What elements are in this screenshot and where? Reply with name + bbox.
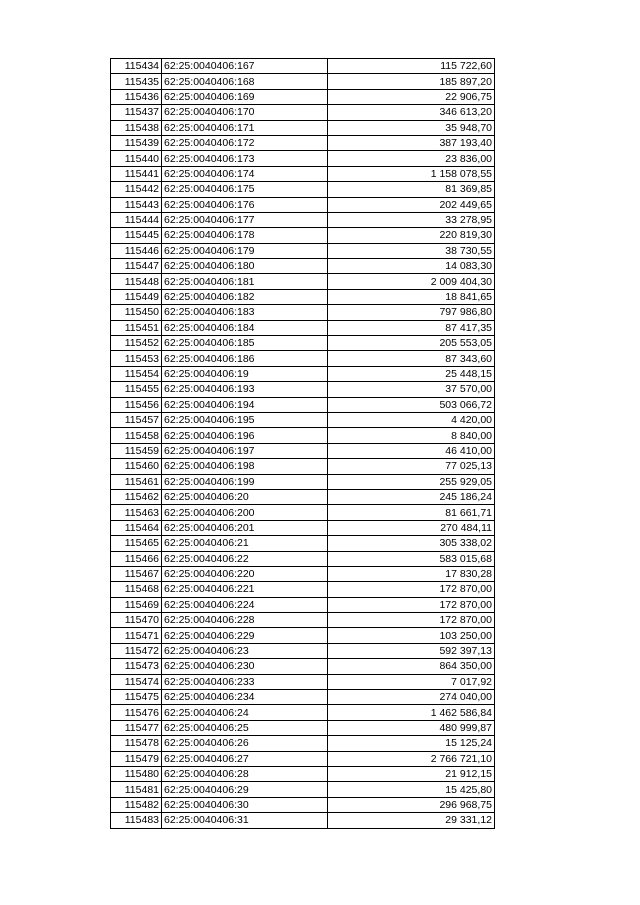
cadastral-value-cell: 346 613,20	[328, 105, 495, 120]
record-number-cell: 115451	[111, 320, 162, 335]
table-row	[111, 197, 495, 212]
cadastral-number-cell: 62:25:0040406:181	[162, 274, 328, 289]
record-number-cell: 115460	[111, 459, 162, 474]
cadastral-value-cell: 14 083,30	[328, 259, 495, 274]
record-number-cell: 115453	[111, 351, 162, 366]
table-row	[111, 412, 495, 427]
cadastral-value-cell: 21 912,15	[328, 766, 495, 781]
cadastral-number-cell: 62:25:0040406:167	[162, 59, 328, 74]
cadastral-number-cell: 62:25:0040406:21	[162, 536, 328, 551]
table-row	[111, 474, 495, 489]
cadastral-number-cell: 62:25:0040406:221	[162, 582, 328, 597]
cadastral-value-cell: 1 158 078,55	[328, 166, 495, 181]
cadastral-value-cell: 172 870,00	[328, 613, 495, 628]
record-number-cell: 115435	[111, 74, 162, 89]
table-row	[111, 305, 495, 320]
record-number-cell: 115444	[111, 212, 162, 227]
cadastral-number-cell: 62:25:0040406:228	[162, 613, 328, 628]
record-number-cell: 115478	[111, 736, 162, 751]
table-row	[111, 628, 495, 643]
cadastral-value-cell: 37 570,00	[328, 382, 495, 397]
record-number-cell: 115436	[111, 89, 162, 104]
cadastral-value-cell: 296 968,75	[328, 797, 495, 812]
cadastral-value-cell: 29 331,12	[328, 813, 495, 828]
record-number-cell: 115483	[111, 813, 162, 828]
table-row	[111, 720, 495, 735]
cadastral-value-cell: 387 193,40	[328, 135, 495, 150]
cadastral-number-cell: 62:25:0040406:22	[162, 551, 328, 566]
record-number-cell: 115445	[111, 228, 162, 243]
table-row	[111, 659, 495, 674]
cadastral-value-cell: 15 125,24	[328, 736, 495, 751]
cadastral-number-cell: 62:25:0040406:230	[162, 659, 328, 674]
record-number-cell: 115457	[111, 412, 162, 427]
cadastral-value-cell: 87 343,60	[328, 351, 495, 366]
cadastral-value-cell: 172 870,00	[328, 597, 495, 612]
cadastral-value-cell: 46 410,00	[328, 443, 495, 458]
record-number-cell: 115456	[111, 397, 162, 412]
cadastral-value-cell: 18 841,65	[328, 289, 495, 304]
record-number-cell: 115473	[111, 659, 162, 674]
record-number-cell: 115472	[111, 643, 162, 658]
cadastral-number-cell: 62:25:0040406:179	[162, 243, 328, 258]
record-number-cell: 115437	[111, 105, 162, 120]
cadastral-value-cell: 77 025,13	[328, 459, 495, 474]
cadastral-value-cell: 25 448,15	[328, 366, 495, 381]
cadastral-number-cell: 62:25:0040406:194	[162, 397, 328, 412]
table-row	[111, 813, 495, 828]
record-number-cell: 115465	[111, 536, 162, 551]
table-row	[111, 751, 495, 766]
record-number-cell: 115446	[111, 243, 162, 258]
record-number-cell: 115467	[111, 566, 162, 581]
record-number-cell: 115470	[111, 613, 162, 628]
table-row	[111, 643, 495, 658]
cadastral-value-cell: 205 553,05	[328, 336, 495, 351]
cadastral-number-cell: 62:25:0040406:31	[162, 813, 328, 828]
cadastral-number-cell: 62:25:0040406:180	[162, 259, 328, 274]
table-row	[111, 797, 495, 812]
record-number-cell: 115439	[111, 135, 162, 150]
cadastral-number-cell: 62:25:0040406:171	[162, 120, 328, 135]
cadastral-number-cell: 62:25:0040406:193	[162, 382, 328, 397]
cadastral-value-cell: 480 999,87	[328, 720, 495, 735]
cadastral-value-cell: 274 040,00	[328, 690, 495, 705]
cadastral-value-cell: 583 015,68	[328, 551, 495, 566]
record-number-cell: 115461	[111, 474, 162, 489]
cadastral-number-cell: 62:25:0040406:175	[162, 182, 328, 197]
table-row	[111, 89, 495, 104]
cadastral-number-cell: 62:25:0040406:172	[162, 135, 328, 150]
table-row	[111, 705, 495, 720]
cadastral-number-cell: 62:25:0040406:25	[162, 720, 328, 735]
cadastral-value-cell: 255 929,05	[328, 474, 495, 489]
table-row	[111, 397, 495, 412]
cadastral-number-cell: 62:25:0040406:196	[162, 428, 328, 443]
data-table	[110, 58, 495, 829]
record-number-cell: 115462	[111, 489, 162, 504]
record-number-cell: 115469	[111, 597, 162, 612]
cadastral-value-cell: 35 948,70	[328, 120, 495, 135]
record-number-cell: 115454	[111, 366, 162, 381]
cadastral-number-cell: 62:25:0040406:229	[162, 628, 328, 643]
cadastral-value-cell: 22 906,75	[328, 89, 495, 104]
cadastral-number-cell: 62:25:0040406:186	[162, 351, 328, 366]
cadastral-number-cell: 62:25:0040406:183	[162, 305, 328, 320]
table-row	[111, 289, 495, 304]
table-row	[111, 782, 495, 797]
cadastral-value-cell: 33 278,95	[328, 212, 495, 227]
record-number-cell: 115455	[111, 382, 162, 397]
table-row	[111, 320, 495, 335]
cadastral-value-cell: 81 369,85	[328, 182, 495, 197]
record-number-cell: 115476	[111, 705, 162, 720]
cadastral-number-cell: 62:25:0040406:197	[162, 443, 328, 458]
cadastral-value-cell: 503 066,72	[328, 397, 495, 412]
cadastral-number-cell: 62:25:0040406:30	[162, 797, 328, 812]
table-row	[111, 351, 495, 366]
cadastral-number-cell: 62:25:0040406:28	[162, 766, 328, 781]
cadastral-number-cell: 62:25:0040406:26	[162, 736, 328, 751]
table-row	[111, 212, 495, 227]
cadastral-number-cell: 62:25:0040406:19	[162, 366, 328, 381]
cadastral-number-cell: 62:25:0040406:173	[162, 151, 328, 166]
cadastral-value-cell: 1 462 586,84	[328, 705, 495, 720]
cadastral-number-cell: 62:25:0040406:200	[162, 505, 328, 520]
record-number-cell: 115443	[111, 197, 162, 212]
table-row	[111, 736, 495, 751]
cadastral-value-cell: 17 830,28	[328, 566, 495, 581]
record-number-cell: 115479	[111, 751, 162, 766]
cadastral-number-cell: 62:25:0040406:198	[162, 459, 328, 474]
cadastral-value-cell: 592 397,13	[328, 643, 495, 658]
record-number-cell: 115442	[111, 182, 162, 197]
cadastral-value-cell: 2 009 404,30	[328, 274, 495, 289]
cadastral-number-cell: 62:25:0040406:224	[162, 597, 328, 612]
table-row	[111, 336, 495, 351]
cadastral-value-cell: 4 420,00	[328, 412, 495, 427]
record-number-cell: 115468	[111, 582, 162, 597]
table-row	[111, 382, 495, 397]
record-number-cell: 115434	[111, 59, 162, 74]
cadastral-number-cell: 62:25:0040406:182	[162, 289, 328, 304]
cadastral-value-cell: 38 730,55	[328, 243, 495, 258]
table-row	[111, 489, 495, 504]
record-number-cell: 115441	[111, 166, 162, 181]
cadastral-number-cell: 62:25:0040406:20	[162, 489, 328, 504]
cadastral-value-cell: 115 722,60	[328, 59, 495, 74]
cadastral-number-cell: 62:25:0040406:168	[162, 74, 328, 89]
cadastral-value-cell: 81 661,71	[328, 505, 495, 520]
table-row	[111, 166, 495, 181]
cadastral-number-cell: 62:25:0040406:24	[162, 705, 328, 720]
table-row	[111, 74, 495, 89]
cadastral-value-cell: 270 484,11	[328, 520, 495, 535]
table-row	[111, 182, 495, 197]
table-row	[111, 135, 495, 150]
table-row	[111, 674, 495, 689]
table-row	[111, 366, 495, 381]
table-row	[111, 520, 495, 535]
table-row	[111, 274, 495, 289]
cadastral-number-cell: 62:25:0040406:169	[162, 89, 328, 104]
cadastral-number-cell: 62:25:0040406:184	[162, 320, 328, 335]
record-number-cell: 115475	[111, 690, 162, 705]
cadastral-value-cell: 8 840,00	[328, 428, 495, 443]
cadastral-number-cell: 62:25:0040406:27	[162, 751, 328, 766]
cadastral-value-cell: 797 986,80	[328, 305, 495, 320]
cadastral-number-cell: 62:25:0040406:174	[162, 166, 328, 181]
cadastral-number-cell: 62:25:0040406:201	[162, 520, 328, 535]
record-number-cell: 115466	[111, 551, 162, 566]
cadastral-value-cell: 15 425,80	[328, 782, 495, 797]
cadastral-number-cell: 62:25:0040406:185	[162, 336, 328, 351]
table-row	[111, 690, 495, 705]
cadastral-value-cell: 220 819,30	[328, 228, 495, 243]
record-number-cell: 115448	[111, 274, 162, 289]
record-number-cell: 115447	[111, 259, 162, 274]
record-number-cell: 115440	[111, 151, 162, 166]
table-row	[111, 459, 495, 474]
cadastral-value-cell: 245 186,24	[328, 489, 495, 504]
table-row	[111, 766, 495, 781]
record-number-cell: 115459	[111, 443, 162, 458]
record-number-cell: 115464	[111, 520, 162, 535]
record-number-cell: 115477	[111, 720, 162, 735]
record-number-cell: 115480	[111, 766, 162, 781]
cadastral-number-cell: 62:25:0040406:233	[162, 674, 328, 689]
cadastral-number-cell: 62:25:0040406:220	[162, 566, 328, 581]
record-number-cell: 115474	[111, 674, 162, 689]
cadastral-number-cell: 62:25:0040406:178	[162, 228, 328, 243]
record-number-cell: 115481	[111, 782, 162, 797]
table-row	[111, 582, 495, 597]
table-row	[111, 505, 495, 520]
table-row	[111, 151, 495, 166]
record-number-cell: 115450	[111, 305, 162, 320]
record-number-cell: 115452	[111, 336, 162, 351]
cadastral-number-cell: 62:25:0040406:170	[162, 105, 328, 120]
cadastral-value-cell: 7 017,92	[328, 674, 495, 689]
record-number-cell: 115463	[111, 505, 162, 520]
cadastral-number-cell: 62:25:0040406:29	[162, 782, 328, 797]
cadastral-number-cell: 62:25:0040406:176	[162, 197, 328, 212]
table-row	[111, 566, 495, 581]
table-row	[111, 536, 495, 551]
record-number-cell: 115471	[111, 628, 162, 643]
table-row	[111, 228, 495, 243]
table-row	[111, 120, 495, 135]
cadastral-value-cell: 87 417,35	[328, 320, 495, 335]
table-row	[111, 259, 495, 274]
record-number-cell: 115482	[111, 797, 162, 812]
record-number-cell: 115458	[111, 428, 162, 443]
cadastral-value-cell: 202 449,65	[328, 197, 495, 212]
cadastral-value-cell: 864 350,00	[328, 659, 495, 674]
table-body	[111, 59, 495, 829]
cadastral-value-cell: 2 766 721,10	[328, 751, 495, 766]
cadastral-number-cell: 62:25:0040406:23	[162, 643, 328, 658]
cadastral-number-cell: 62:25:0040406:199	[162, 474, 328, 489]
table-row	[111, 243, 495, 258]
table-row	[111, 105, 495, 120]
table-row	[111, 551, 495, 566]
cadastral-value-cell: 305 338,02	[328, 536, 495, 551]
cadastral-value-cell: 23 836,00	[328, 151, 495, 166]
cadastral-number-cell: 62:25:0040406:234	[162, 690, 328, 705]
table-row	[111, 443, 495, 458]
table-row	[111, 59, 495, 74]
cadastral-value-cell: 103 250,00	[328, 628, 495, 643]
table-row	[111, 428, 495, 443]
table-row	[111, 597, 495, 612]
cadastral-number-cell: 62:25:0040406:195	[162, 412, 328, 427]
cadastral-value-cell: 185 897,20	[328, 74, 495, 89]
record-number-cell: 115449	[111, 289, 162, 304]
record-number-cell: 115438	[111, 120, 162, 135]
cadastral-number-cell: 62:25:0040406:177	[162, 212, 328, 227]
table-row	[111, 613, 495, 628]
cadastral-value-cell: 172 870,00	[328, 582, 495, 597]
